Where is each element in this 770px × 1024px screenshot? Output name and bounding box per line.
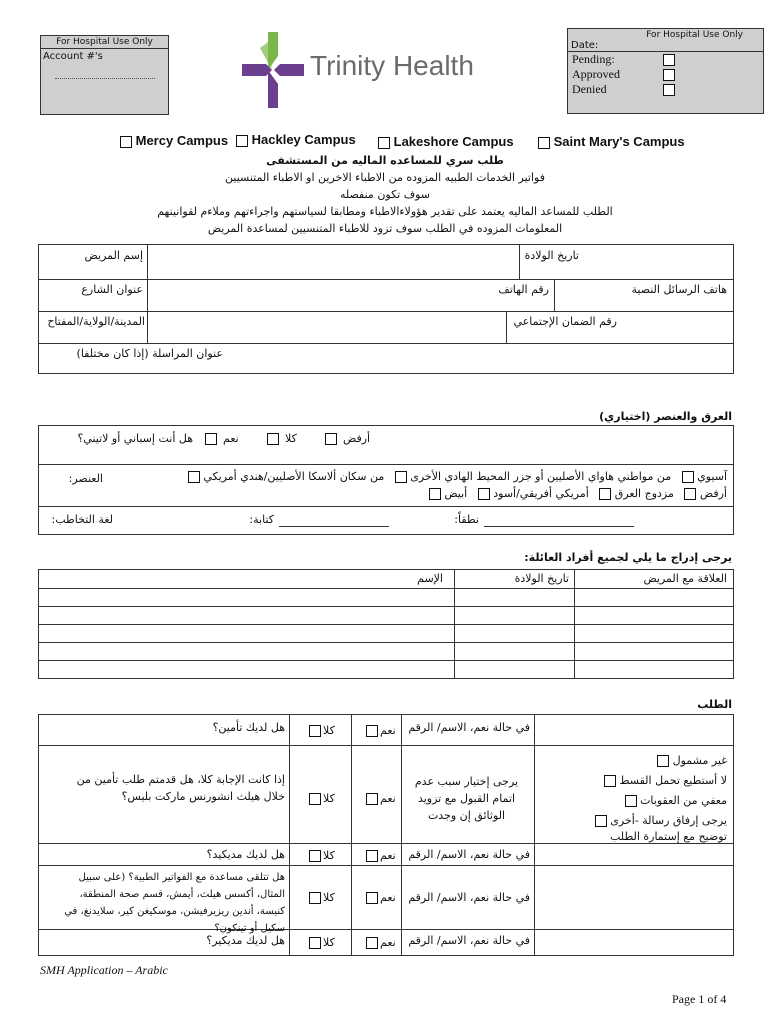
opt-cannot-pay: لا أستطيع تحمل القسط (619, 774, 727, 787)
family-header-name: الإسم (417, 572, 443, 585)
race-hawaiian-label: من مواطني هاواي الأصليين أو جزر المحيط الهادي الأخرى (410, 470, 672, 483)
street-input[interactable] (149, 280, 399, 310)
q-marketplace: إذا كانت الإجابة كلا، هل قدمتم طلب تأمين من خلال هيلث انشورنس ماركت بليس؟ (76, 773, 285, 803)
race-white-label: أبيض (444, 487, 468, 500)
approved-label: Approved (572, 67, 620, 81)
insurance-number: في حالة نعم، الاسم/ الرقم (408, 721, 530, 734)
medicare-no-checkbox[interactable] (309, 937, 321, 949)
saint-marys-checkbox[interactable] (538, 137, 550, 149)
race-heading: العرق والعنصر (اختياري) (599, 410, 732, 423)
campus-mercy: Mercy Campus (135, 133, 229, 148)
mailing-label: عنوان المراسلة (إذا كان مختلفا) (76, 347, 223, 360)
race-hawaiian-checkbox[interactable] (395, 471, 407, 483)
race-white-checkbox[interactable] (429, 488, 441, 500)
race-asian-checkbox[interactable] (682, 471, 694, 483)
insurance-no-checkbox[interactable] (309, 725, 321, 737)
spoken-label: نطقاً: (454, 513, 479, 526)
phone-label: رقم الهاتف (498, 283, 549, 296)
hispanic-refuse-label: أرفض (343, 432, 371, 445)
opt-exempt: معفي من العقوبات (640, 794, 727, 807)
medicare-no-label: كلا (323, 936, 335, 949)
race-asian-label: آسيوي (697, 470, 727, 483)
hospital-use-label: For Hospital Use Only (646, 30, 743, 40)
mailing-input[interactable] (229, 344, 729, 372)
opt-explain: توضيح مع إستمارة الطلب (610, 830, 727, 843)
written-input[interactable] (279, 526, 389, 527)
assist-no-checkbox[interactable] (309, 892, 321, 904)
intro-line-4: المعلومات المزوده في الطلب سوف تزود للاطباء المتنسيين لمساعدة المريض (207, 222, 563, 235)
assist-no-label: كلا (323, 891, 335, 904)
intro-block (60, 152, 710, 237)
race-refuse-label: أرفض (699, 487, 727, 500)
hispanic-yes-label: نعم (223, 432, 239, 445)
other-checkbox[interactable] (595, 815, 607, 827)
street-label: عنوان الشارع (81, 283, 143, 296)
footer-left: SMH Application – Arabic (40, 963, 168, 977)
q-medicare: هل لديك مديكير؟ (206, 934, 285, 947)
trinity-logo (238, 30, 488, 110)
q-assist: هل تتلقى مساعدة مع الفواتير الطبية؟ (على سبيل المثال، أكسس هيلث، أيمش، قسم صحة المنطقة، كنيسة، أندين ريزيرفيشن، موسكيغن كير، سلايدنغ، في سكيل أو تينكون؟ (64, 872, 285, 934)
request-table (38, 714, 734, 956)
medicaid-yes-checkbox[interactable] (366, 850, 378, 862)
footer-page: Page 1 of 4 (672, 992, 727, 1006)
campus-lakeshore: Lakeshore Campus (393, 134, 514, 149)
logo-text: Trinity Health (310, 50, 474, 81)
insurance-yes-checkbox[interactable] (366, 725, 378, 737)
approved-checkbox[interactable] (663, 69, 675, 81)
city-input[interactable] (149, 312, 504, 342)
race-mixed-checkbox[interactable] (599, 488, 611, 500)
pending-checkbox[interactable] (663, 54, 675, 66)
dob-label: تاريخ الولادة (524, 249, 579, 262)
medicare-number: في حالة نعم، الاسم/ الرقم (408, 934, 530, 947)
hospital-use-left (40, 35, 169, 115)
assist-yes-label: نعم (380, 891, 396, 904)
cross-logo-icon (238, 30, 308, 110)
race-refuse-checkbox[interactable] (684, 488, 696, 500)
city-label: المدينة/الولاية/المفتاح (47, 315, 145, 328)
assist-number: في حالة نعم، الاسم/ الرقم (408, 891, 530, 904)
marketplace-no-label: كلا (323, 792, 335, 805)
q-insurance: هل لديك تأمين؟ (212, 721, 285, 734)
pending-label: Pending: (572, 52, 615, 66)
denied-checkbox[interactable] (663, 84, 675, 96)
hispanic-question: هل أنت إسباني أو لاتيني؟ (77, 432, 193, 445)
patient-info (38, 244, 734, 374)
opt-not-covered: غير مشمول (672, 754, 727, 767)
family-table (38, 569, 734, 679)
race-box (38, 425, 734, 535)
hospital-use-label: For Hospital Use Only (41, 36, 168, 49)
medicaid-no-label: كلا (323, 849, 335, 862)
marketplace-no-checkbox[interactable] (309, 793, 321, 805)
lakeshore-checkbox[interactable] (378, 137, 390, 149)
hackley-checkbox[interactable] (236, 135, 248, 147)
insurance-yes-label: نعم (380, 724, 396, 737)
marketplace-reason: يرجى إختيار سبب عدم اتمام القبول مع تزويد الوثائق إن وجدت (414, 775, 519, 822)
request-heading: الطلب (697, 698, 732, 711)
not-covered-checkbox[interactable] (657, 755, 669, 767)
account-field[interactable] (55, 78, 155, 79)
medicaid-no-checkbox[interactable] (309, 850, 321, 862)
assist-yes-checkbox[interactable] (366, 892, 378, 904)
race-mixed-label: مزدوج العرق (614, 487, 674, 500)
written-label: كتابة: (249, 513, 274, 526)
denied-label: Denied (572, 82, 607, 96)
family-header-relationship: العلاقة مع المريض (643, 572, 727, 585)
dob-input[interactable] (521, 246, 721, 278)
hispanic-yes-checkbox[interactable] (205, 433, 217, 445)
sms-label: هاتف الرسائل النصية (631, 283, 727, 296)
intro-line-1: فواتير الخدمات الطبيه المزوده من الاطباء الاخرين او الاطباء المتنسيين (225, 171, 545, 184)
race-label: العنصر: (68, 472, 103, 485)
marketplace-yes-label: نعم (380, 792, 396, 805)
hispanic-no-label: كلا (285, 432, 297, 445)
family-header-dob: تاريخ الولادة (514, 572, 569, 585)
marketplace-yes-checkbox[interactable] (366, 793, 378, 805)
hospital-use-right (567, 28, 764, 114)
medicare-yes-label: نعم (380, 936, 396, 949)
mercy-checkbox[interactable] (120, 136, 132, 148)
intro-line-2: سوف تكون منفصله (339, 188, 431, 201)
q-medicaid: هل لديك مديكيد؟ (206, 848, 285, 861)
medicaid-number: في حالة نعم، الاسم/ الرقم (408, 848, 530, 861)
cannot-pay-checkbox[interactable] (604, 775, 616, 787)
medicaid-yes-label: نعم (380, 849, 396, 862)
campus-saint-marys: Saint Mary's Campus (553, 134, 685, 149)
family-heading: يرجى إدراج ما يلي لجميع أفراد العائلة: (524, 551, 732, 564)
insurance-no-label: كلا (323, 724, 335, 737)
spoken-input[interactable] (484, 526, 634, 527)
intro-line-3: الطلب للمساعد الماليه يعتمد على تقدير هؤولاءالاطباء ومطابقا لسياستهم واجراءتهم وملاءم لقوانينهم (157, 205, 613, 218)
race-alaska-checkbox[interactable] (188, 471, 200, 483)
race-black-checkbox[interactable] (478, 488, 490, 500)
medicare-yes-checkbox[interactable] (366, 937, 378, 949)
exempt-checkbox[interactable] (625, 795, 637, 807)
race-alaska-label: من سكان ألاسكا الأصليين/هندي أمريكي (203, 470, 385, 483)
account-label: Account #'s (43, 51, 103, 62)
opt-other: يرجى إرفاق رسالة -أخرى (610, 814, 727, 827)
campus-hackley: Hackley Campus (251, 132, 356, 147)
language-label: لغة التخاطب: (51, 513, 113, 526)
race-black-label: أمريكي أفريقي/أسود (493, 487, 589, 500)
date-label: Date: (568, 40, 763, 52)
hispanic-no-checkbox[interactable] (267, 433, 279, 445)
ssn-label: رقم الضمان الإجتماعي (513, 315, 617, 328)
patient-name-label: إسم المريض (84, 249, 143, 262)
form-title: طلب سري للمساعده الماليه من المستشفى (266, 154, 504, 167)
hispanic-refuse-checkbox[interactable] (325, 433, 337, 445)
